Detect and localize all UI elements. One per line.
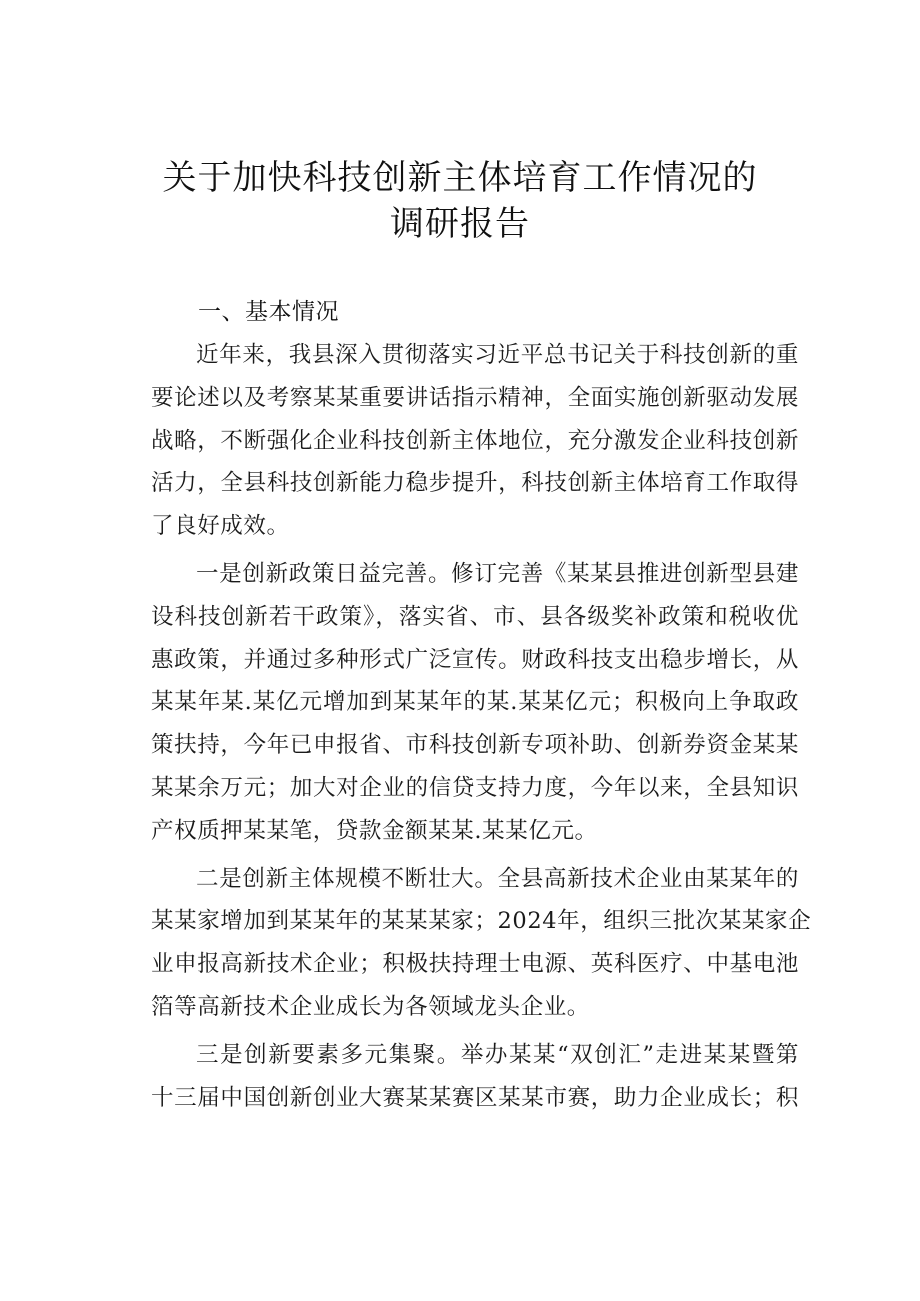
paragraph-line: 某某年某.某亿元增加到某某年的某.某某亿元；积极向上争取政 [151, 689, 799, 716]
paragraph-line: 惠政策，并通过多种形式广泛宣传。财政科技支出稳步增长，从 [151, 646, 799, 673]
title-line-2: 调研报告 [390, 204, 530, 244]
paragraph-line: 产权质押某某笔，贷款金额某某.某某亿元。 [151, 817, 598, 844]
paragraph-entities [151, 858, 812, 1029]
paragraph-line: 二是创新主体规模不断壮大。全县高新技术企业由某某年的 [196, 865, 799, 892]
paragraph-line: 战略，不断强化企业科技创新主体地位，充分激发企业科技创新 [151, 427, 799, 454]
document-body [151, 334, 812, 1124]
paragraph-line: 近年来，我县深入贯彻落实习近平总书记关于科技创新的重 [196, 342, 799, 368]
paragraph-line: 十三届中国创新创业大赛某某赛区某某市赛，助力企业成长；积 [151, 1084, 799, 1111]
paragraph-line: 设科技创新若干政策》，落实省、市、县各级奖补政策和税收优 [151, 603, 799, 630]
paragraph-policy [151, 553, 799, 853]
paragraph-line: 某某家增加到某某年的某某某家；2024年，组织三批次某某家企 [151, 908, 812, 935]
paragraph-line: 箔等高新技术企业成长为各领域龙头企业。 [151, 993, 590, 1020]
paragraph-line: 了良好成效。 [151, 513, 290, 540]
paragraph-line: 策扶持，今年已申报省、市科技创新专项补助、创新券资金某某 [151, 732, 799, 759]
paragraph-line: 活力，全县科技创新能力稳步提升，科技创新主体培育工作取得 [151, 470, 799, 497]
document-title [150, 155, 770, 247]
title-line-1: 关于加快科技创新主体培育工作情况的 [162, 158, 758, 198]
paragraph-line: 业申报高新技术企业；积极扶持理士电源、英科医疗、中基电池 [151, 951, 799, 978]
paragraph-intro [151, 334, 799, 548]
paragraph-line: 一是创新政策日益完善。修订完善《某某县推进创新型县建 [196, 560, 799, 587]
paragraph-line: 要论述以及考察某某重要讲话指示精神，全面实施创新驱动发展 [151, 384, 799, 411]
paragraph-resources [151, 1034, 799, 1120]
section-heading: 一、基本情况 [198, 299, 339, 325]
paragraph-line: 三是创新要素多元集聚。举办某某“双创汇”走进某某暨第 [196, 1041, 799, 1068]
paragraph-line: 某某余万元；加大对企业的信贷支持力度，今年以来，全县知识 [151, 774, 799, 801]
